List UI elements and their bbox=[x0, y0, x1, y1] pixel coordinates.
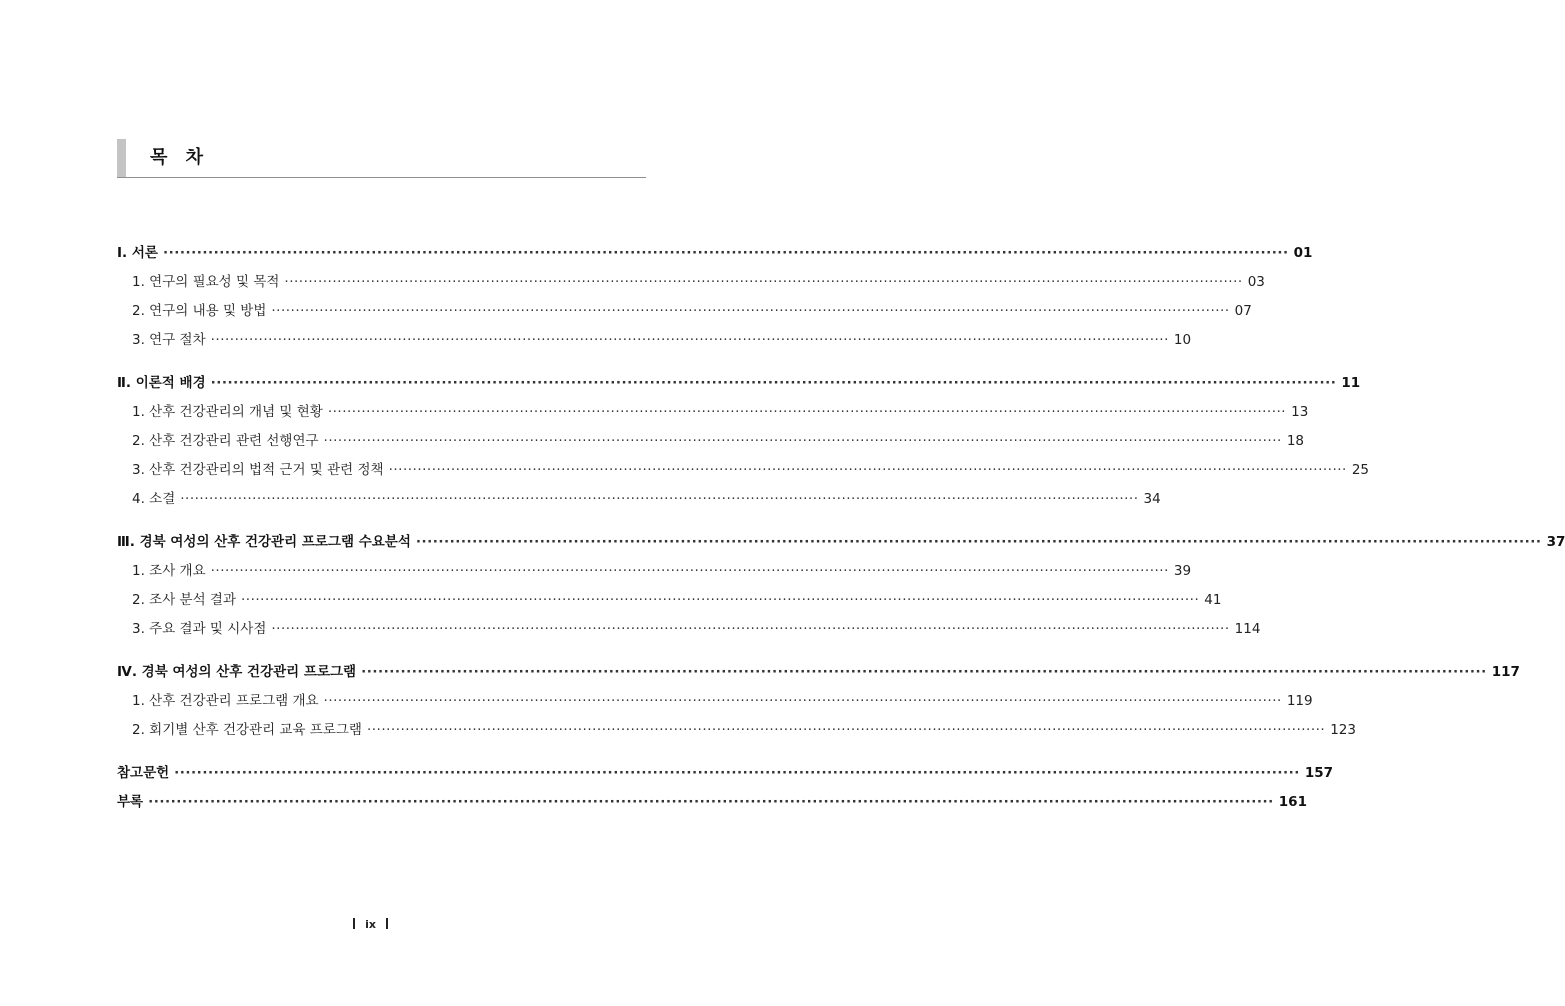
toc-entry[interactable] bbox=[132, 458, 1370, 478]
toc-entry-page: 01 bbox=[1293, 245, 1313, 261]
leader-dots: ········································································································································································································ bbox=[415, 534, 1542, 550]
toc-entry-label: 1. 연구의 필요성 및 목적 bbox=[132, 274, 280, 290]
leader-dots: ········································································································································································································ bbox=[148, 794, 1274, 810]
toc-entry[interactable] bbox=[132, 588, 1222, 608]
leader-dots: ········································································································································································································ bbox=[361, 664, 1487, 680]
toc-entry-page: 37 bbox=[1546, 534, 1565, 550]
toc-entry-page: 114 bbox=[1234, 621, 1261, 637]
page-title: 목 차 bbox=[150, 147, 210, 168]
toc-entry-label: 2. 조사 분석 결과 bbox=[132, 592, 236, 608]
toc-entry-page: 161 bbox=[1278, 794, 1307, 810]
toc-entry[interactable] bbox=[132, 429, 1304, 449]
toc-entry-label: 3. 산후 건강관리의 법적 근거 및 관련 정책 bbox=[132, 462, 384, 478]
leader-dots: ········································································································································································································ bbox=[323, 433, 1282, 449]
toc-entry-page: 13 bbox=[1291, 404, 1309, 420]
leader-dots: ········································································································································································································ bbox=[210, 375, 1337, 391]
leader-dots: ········································································································································································································ bbox=[284, 274, 1243, 290]
toc-entry-page: 157 bbox=[1304, 765, 1334, 781]
leader-dots: ········································································································································································································ bbox=[323, 693, 1282, 709]
toc-entry[interactable] bbox=[132, 689, 1313, 709]
toc-entry-label: 1. 산후 건강관리 프로그램 개요 bbox=[132, 693, 319, 709]
toc-entry-label: Ⅳ. 경북 여성의 산후 건강관리 프로그램 bbox=[117, 664, 357, 680]
toc-entry-page: 119 bbox=[1286, 693, 1313, 709]
toc-entry-page: 18 bbox=[1286, 433, 1304, 449]
toc-entry-label: 2. 회기별 산후 건강관리 교육 프로그램 bbox=[132, 722, 362, 738]
toc-entry-page: 25 bbox=[1351, 462, 1370, 478]
toc-entry[interactable] bbox=[117, 790, 1307, 810]
leader-dots: ········································································································································································································ bbox=[210, 563, 1169, 579]
footer-divider bbox=[386, 918, 388, 929]
toc-entry[interactable] bbox=[132, 617, 1261, 637]
leader-dots: ········································································································································································································ bbox=[271, 303, 1230, 319]
footer-divider bbox=[353, 918, 355, 929]
toc-heading bbox=[117, 139, 646, 178]
leader-dots: ········································································································································································································ bbox=[162, 245, 1289, 261]
toc-entry-page: 41 bbox=[1204, 592, 1222, 608]
toc-entry[interactable] bbox=[132, 400, 1309, 420]
leader-dots: ········································································································································································································ bbox=[180, 491, 1139, 507]
heading-accent-bar bbox=[117, 139, 126, 177]
toc-entry-label: 부록 bbox=[117, 794, 144, 810]
leader-dots: ········································································································································································································ bbox=[174, 765, 1300, 781]
toc-entry[interactable] bbox=[132, 487, 1161, 507]
toc-entry-page: 10 bbox=[1173, 332, 1192, 348]
toc-entry-label: Ⅱ. 이론적 배경 bbox=[117, 375, 206, 391]
toc-entry-label: 1. 산후 건강관리의 개념 및 현황 bbox=[132, 404, 323, 420]
toc-entry[interactable] bbox=[117, 371, 1361, 391]
leader-dots: ········································································································································································································ bbox=[210, 332, 1169, 348]
toc-entry-label: 3. 연구 절차 bbox=[132, 332, 206, 348]
toc-entry-label: 참고문헌 bbox=[117, 765, 170, 781]
toc-entry-label: 1. 조사 개요 bbox=[132, 563, 206, 579]
toc-entry-page: 39 bbox=[1173, 563, 1192, 579]
toc-entry[interactable] bbox=[132, 328, 1192, 348]
toc-entry-label: 2. 연구의 내용 및 방법 bbox=[132, 303, 267, 319]
toc-entry[interactable] bbox=[132, 299, 1252, 319]
toc-entry-label: Ⅲ. 경북 여성의 산후 건강관리 프로그램 수요분석 bbox=[117, 534, 411, 550]
toc-entry[interactable] bbox=[132, 718, 1356, 738]
toc-entry[interactable] bbox=[132, 270, 1265, 290]
toc-entry-label: 2. 산후 건강관리 관련 선행연구 bbox=[132, 433, 319, 449]
leader-dots: ········································································································································································································ bbox=[366, 722, 1326, 738]
toc-entry-page: 34 bbox=[1143, 491, 1161, 507]
leader-dots: ········································································································································································································ bbox=[241, 592, 1200, 608]
toc-entry[interactable] bbox=[117, 530, 1565, 550]
page-footer bbox=[0, 918, 741, 931]
toc-entry[interactable] bbox=[117, 241, 1313, 261]
toc-entry[interactable] bbox=[117, 660, 1520, 680]
toc-entry-label: 3. 주요 결과 및 시사점 bbox=[132, 621, 267, 637]
toc-entry-page: 11 bbox=[1341, 375, 1361, 391]
leader-dots: ········································································································································································································ bbox=[271, 621, 1230, 637]
toc-entry-label: Ⅰ. 서론 bbox=[117, 245, 158, 261]
toc-entry[interactable] bbox=[117, 761, 1334, 781]
page-number: ix bbox=[365, 918, 376, 931]
toc-entry-page: 117 bbox=[1491, 664, 1520, 680]
leader-dots: ········································································································································································································ bbox=[327, 404, 1287, 420]
toc-entry-page: 07 bbox=[1234, 303, 1252, 319]
toc-entry-page: 123 bbox=[1330, 722, 1356, 738]
toc-entry-page: 03 bbox=[1247, 274, 1265, 290]
leader-dots: ········································································································································································································ bbox=[388, 462, 1347, 478]
toc-entry[interactable] bbox=[132, 559, 1192, 579]
toc-entry-label: 4. 소결 bbox=[132, 491, 176, 507]
